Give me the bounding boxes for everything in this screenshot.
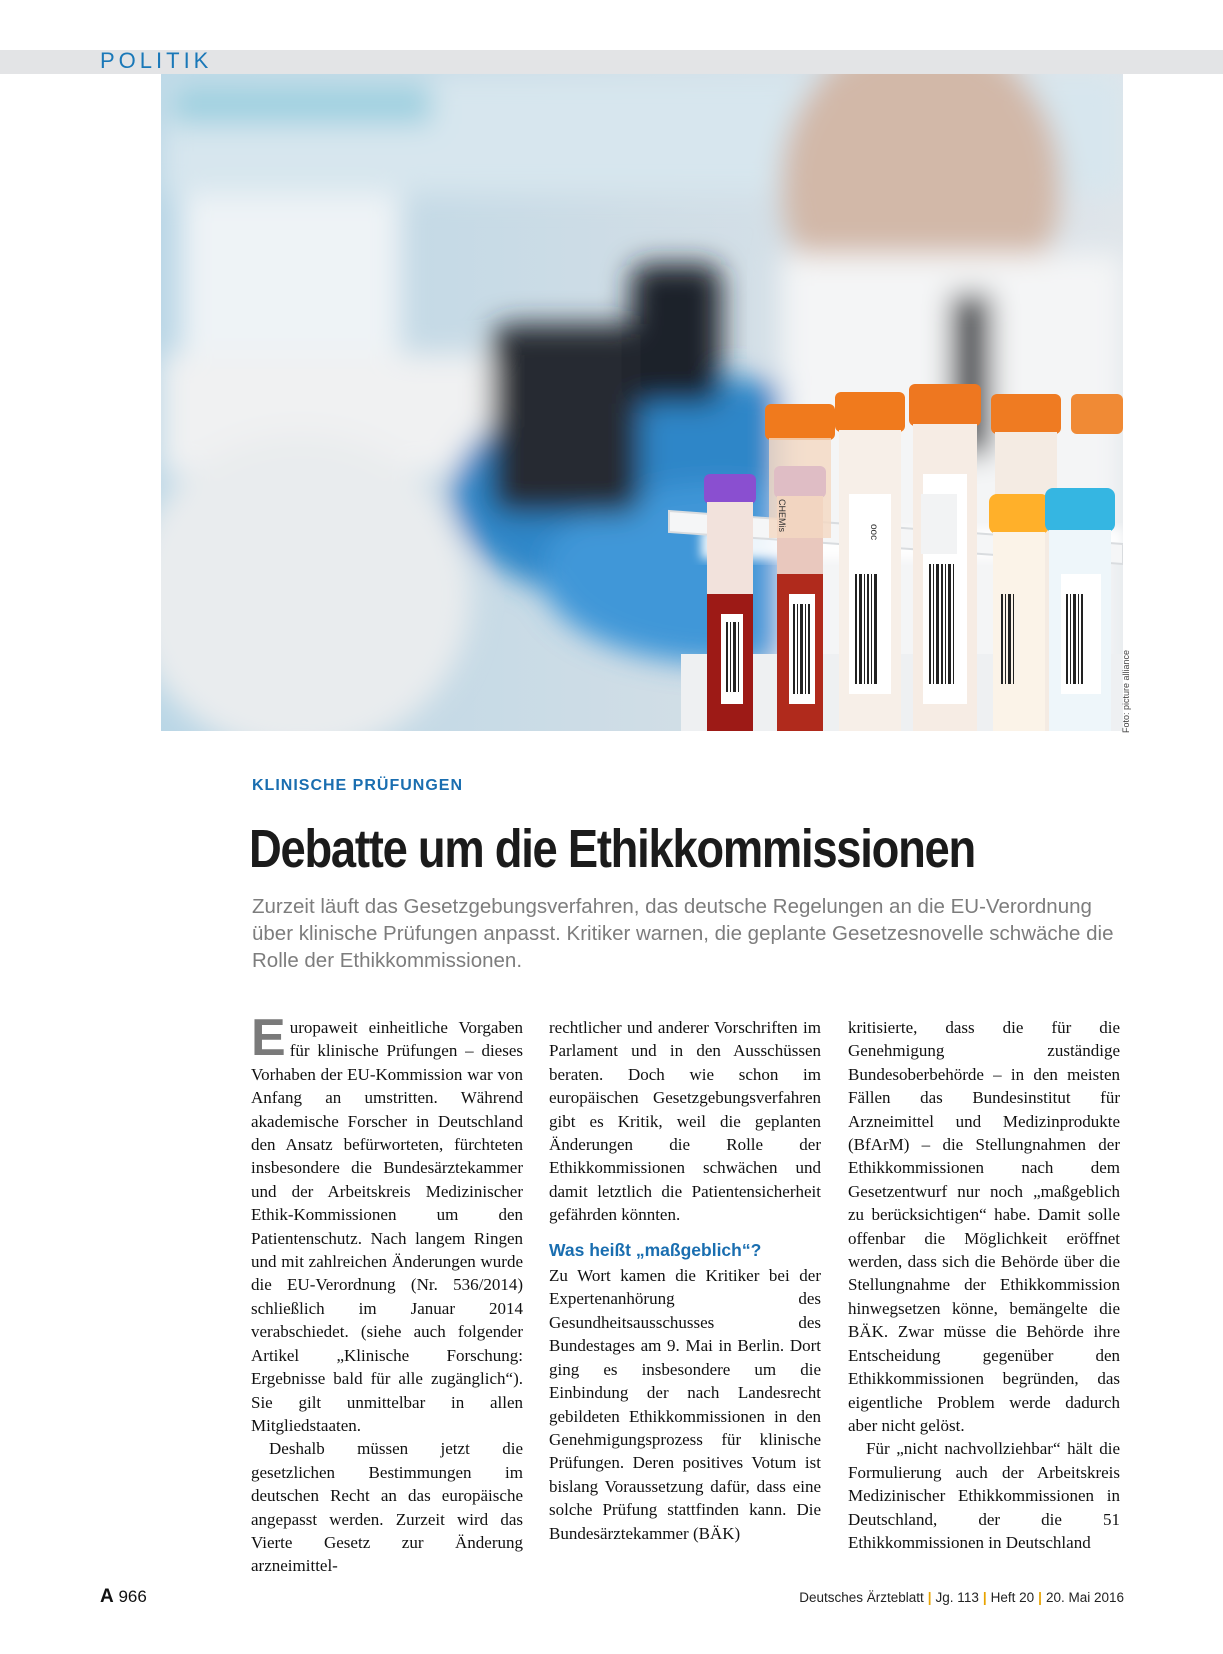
- paragraph: rechtlicher und anderer Vorschriften im Parlament und in den Ausschüssen beraten. Doch wie schon im europäischen Gesetzgebungsverfahren gibt es Kritik, weil die geplanten Änderungen die Rolle der Ethikkommissionen schwächen und damit letztlich die Patientensicherheit gefährden könnten.: [549, 1018, 821, 1225]
- photo-credit: Foto: picture alliance: [1121, 649, 1131, 733]
- separator: |: [927, 1590, 932, 1605]
- paragraph: [251, 1009, 523, 1437]
- paragraph-text: uropaweit einheitliche Vorgaben für klinische Prüfungen – dieses Vorhaben der EU-Kommission war von Anfang an umstritten. Während akademische Forscher in Deutschland den Ansatz befürworteten, fürchteten insbesondere die Bundesärztekammer und der Arbeitskreis Medizinischer Ethik-Kommissionen um den Patientenschutz. Nach langem Ringen und mit zahlreichen Änderungen wurde die EU-Verordnung (Nr. 536/2014) schließlich im Januar 2014 verabschiedet. (siehe auch folgender Artikel „Klinische Forschung: Ergebnisse bald für alle zugänglich“). Sie gilt unmittelbar in allen Mitgliedstaaten.: [251, 1018, 523, 1435]
- drop-cap: E: [251, 1009, 286, 1067]
- paragraph: Für „nicht nachvollziehbar“ hält die Formulierung auch der Arbeitskreis Medizinischer Ethikkommissionen in Deutschland, der die 51 Ethikkommissionen in Deutschland: [848, 1439, 1120, 1552]
- separator: |: [982, 1590, 987, 1605]
- paragraph: Zu Wort kamen die Kritiker bei der Expertenanhörung des Gesundheitsausschusses des Bundestages am 9. Mai in Berlin. Dort ging es insbesondere um die Einbindung der nach Landesrecht gebildeten Ethikkommissionen in den Genehmigungsprozess für klinische Prüfungen. Deren positives Votum ist bislang Voraussetzung dafür, dass eine solche Prüfung stattfinden kann. Die Bundesärztekammer (BÄK): [549, 1266, 821, 1543]
- journal-volume: Jg. 113: [935, 1590, 979, 1605]
- tube-label-2: ooc: [868, 524, 879, 541]
- article-column-3: [848, 1016, 1120, 1554]
- article-kicker: KLINISCHE PRÜFUNGEN: [252, 777, 464, 794]
- issue-date: 20. Mai 2016: [1045, 1590, 1124, 1605]
- article-subhead: Was heißt „maßgeblich“?: [549, 1239, 762, 1260]
- article-column-2: [549, 1016, 821, 1545]
- separator: |: [1038, 1590, 1042, 1605]
- article-column-1: [251, 1009, 523, 1578]
- paragraph: kritisierte, dass die für die Genehmigung zuständige Bundesoberbehörde – in den meisten Fällen das Bundesinstitut für Arzneimittel und Medizinprodukte (BfArM) – die Stellungnahmen der Ethikkommissionen nach dem Gesetzentwurf nur noch „maßgeblich zu berücksichtigen“ habe. Damit solle offenbar die Möglichkeit eröffnet werden, dass sich die Behörde über die Stellungnahme der Ethikkommission hinwegsetzen könne, bemängelte die BÄK. Zwar müsse die Behörde ihre Entscheidung gegenüber den Ethikkommissionen begründen, das eigentliche Problem werde dadurch aber nicht gelöst.: [848, 1018, 1120, 1435]
- journal-issue: Heft 20: [990, 1590, 1035, 1605]
- lab-photo: [161, 74, 1123, 731]
- page-number: [100, 1586, 147, 1608]
- tube-label-1: CHEMis: [777, 499, 787, 532]
- page-number-value: 966: [118, 1587, 147, 1606]
- journal-name: Deutsches Ärzteblatt: [799, 1590, 924, 1605]
- section-label: POLITIK: [100, 48, 213, 73]
- page-prefix: A: [100, 1586, 114, 1607]
- article-headline: Debatte um die Ethikkommissionen: [249, 819, 975, 879]
- paragraph: Deshalb müssen jetzt die gesetzlichen Bestimmungen im deutschen Recht an das europäische angepasst werden. Zurzeit wird das Vierte Gesetz zur Änderung arzneimittel-: [251, 1439, 523, 1576]
- publication-info: [799, 1590, 1124, 1605]
- article-lead: Zurzeit läuft das Gesetzgebungsverfahren, das deutsche Regelungen an die EU-Verordnung über klinische Prüfungen anpasst. Kritiker warnen, die geplante Gesetzesnovelle schwäche die Rolle der Ethikkommissionen.: [252, 895, 1114, 972]
